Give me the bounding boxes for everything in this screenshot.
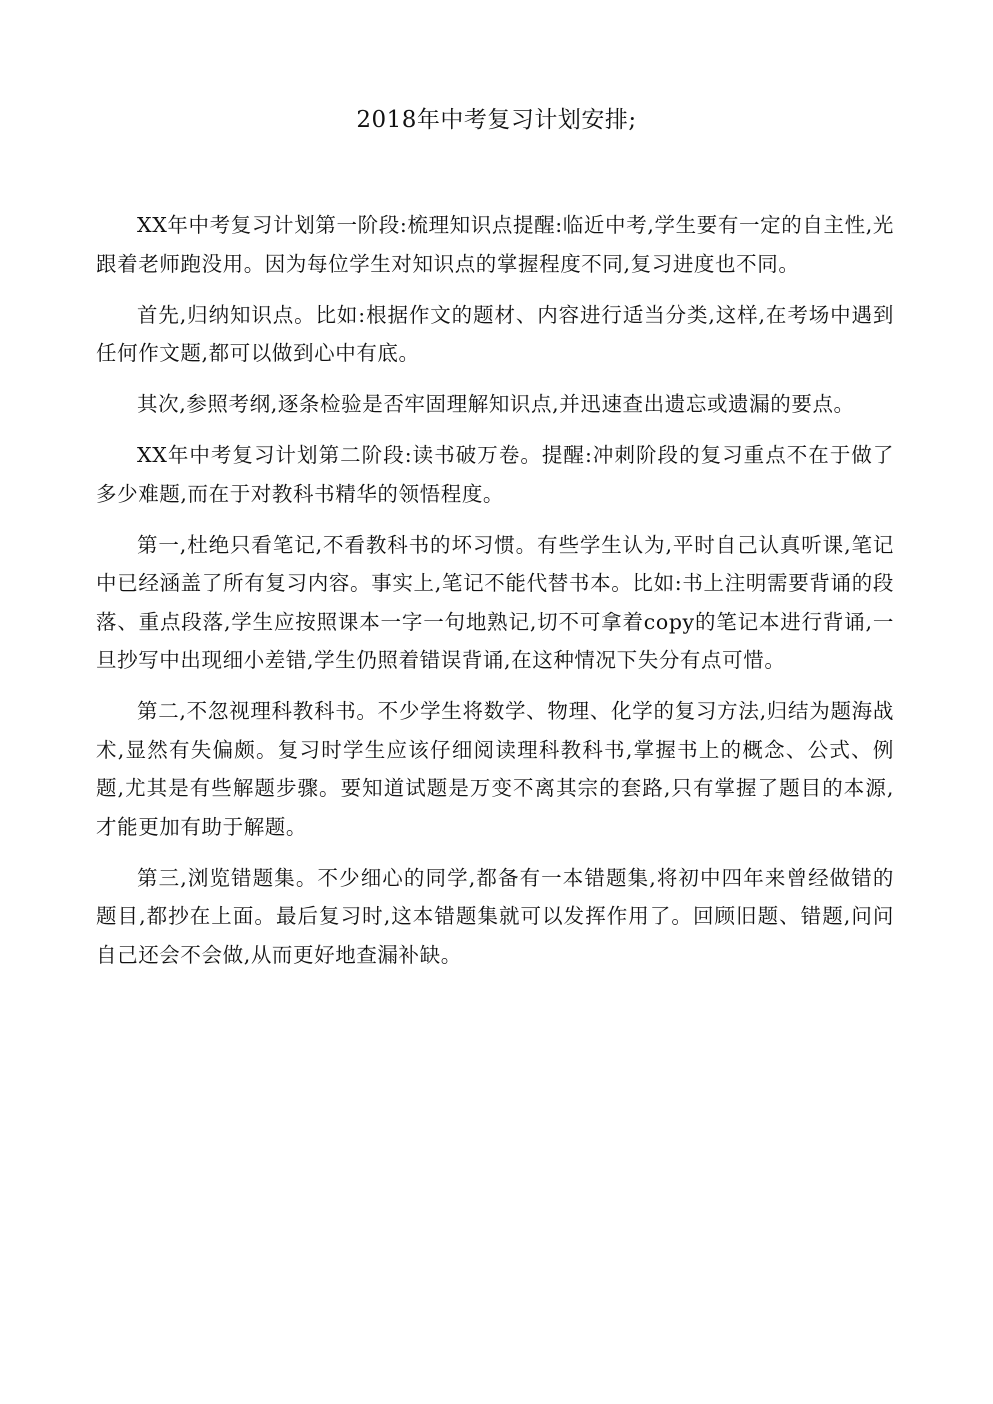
paragraph-second: 其次,参照考纲,逐条检验是否牢固理解知识点,并迅速查出遗忘或遗漏的要点。 (137, 392, 855, 416)
paragraph-point-three: 第三,浏览错题集。不少细心的同学,都备有一本错题集,将初中四年来曾经做错的题目,都抄在上面。最后复习时,这本错题集就可以发挥作用了。回顾旧题、错题,问问自己还会不会做,从而更好地查漏补缺。 (96, 865, 894, 967)
document-title: 2018年中考复习计划安排; (356, 107, 637, 133)
paragraph-point-two: 第二,不忽视理科教科书。不少学生将数学、物理、化学的复习方法,归结为题海战术,显然有失偏颇。复习时学生应该仔细阅读理科教科书,掌握书上的概念、公式、例题,尤其是有些解题步骤。要知道试题是万变不离其宗的套路,只有掌握了题目的本源,才能更加有助于解题。 (96, 699, 894, 839)
paragraph-stage-one: XX年中考复习计划第一阶段:梳理知识点提醒:临近中考,学生要有一定的自主性,光跟着老师跑没用。因为每位学生对知识点的掌握程度不同,复习进度也不同。 (96, 213, 894, 276)
document-body (96, 206, 894, 974)
paragraph-stage-two: XX年中考复习计划第二阶段:读书破万卷。提醒:冲刺阶段的复习重点不在于做了多少难题,而在于对教科书精华的领悟程度。 (96, 443, 894, 506)
paragraph-first: 首先,归纳知识点。比如:根据作文的题材、内容进行适当分类,这样,在考场中遇到任何作文题,都可以做到心中有底。 (96, 302, 894, 365)
paragraph-point-one: 第一,杜绝只看笔记,不看教科书的坏习惯。有些学生认为,平时自己认真听课,笔记中已经涵盖了所有复习内容。事实上,笔记不能代替书本。比如:书上注明需要背诵的段落、重点段落,学生应按照课本一字一句地熟记,切不可拿着copy的笔记本进行背诵,一旦抄写中出现细小差错,学生仍照着错误背诵,在这种情况下失分有点可惜。 (96, 532, 894, 672)
